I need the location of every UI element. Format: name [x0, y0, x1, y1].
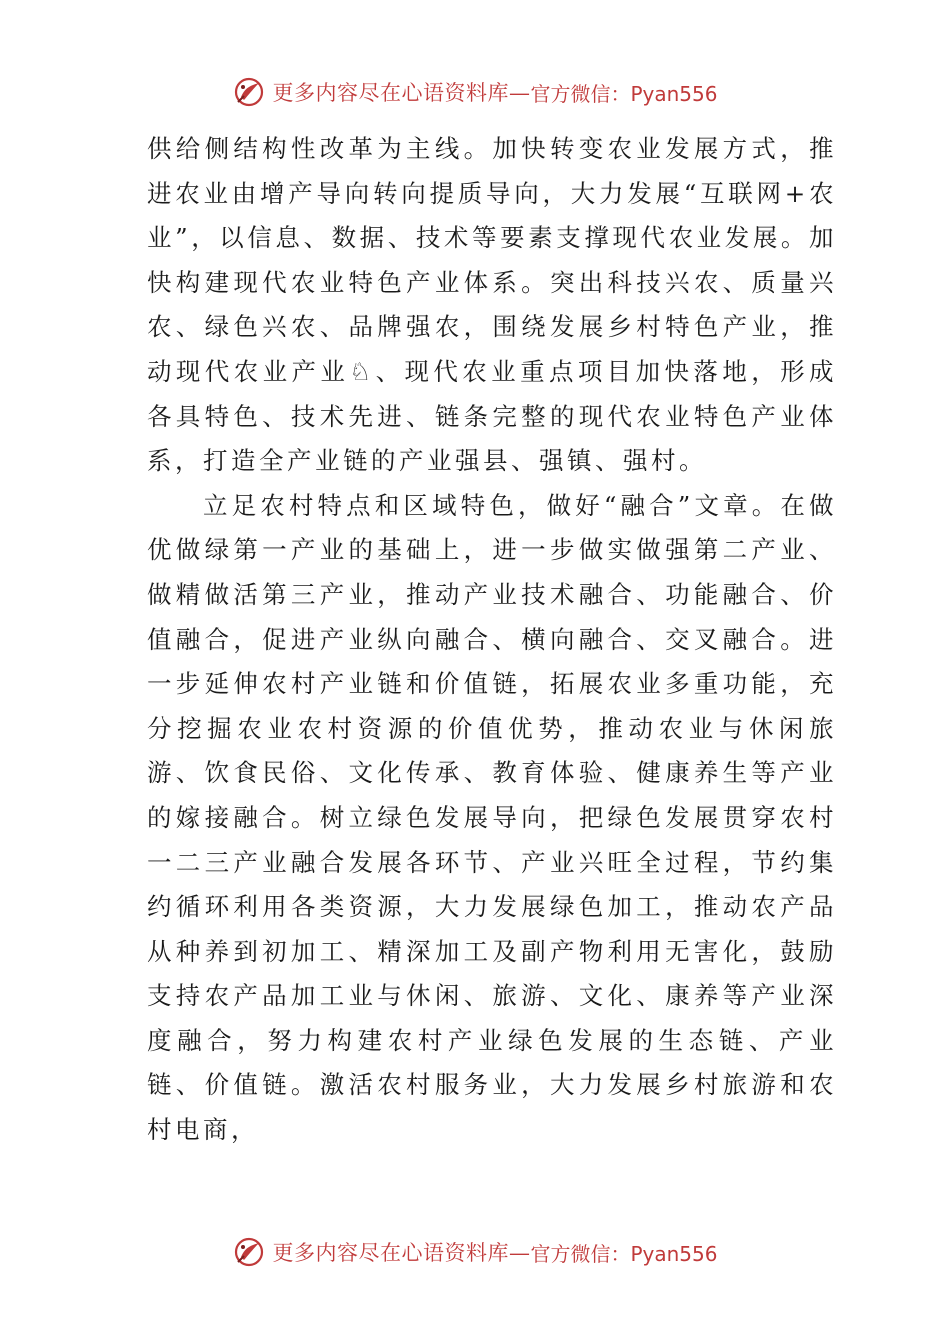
header-watermark	[0, 72, 950, 112]
paragraph-1: 供给侧结构性改革为主线。加快转变农业发展方式，推进农业由增产导向转向提质导向，大力发展“互联网+农业”，以信息、数据、技术等要素支撑现代农业发展。加快构建现代农业特色产业体系。突出科技兴农、质量兴农、绿色兴农、品牌强农，围绕发展乡村特色产业，推动现代农业产业♘、现代农业重点项目加快落地，形成各具特色、技术先进、链条完整的现代农业特色产业体系，打造全产业链的产业强县、强镇、强村。	[147, 134, 837, 476]
document-body	[147, 127, 837, 1153]
watermark-wechat-text: 官方微信：Pyan556	[530, 81, 718, 106]
paragraph-2: 立足农村特点和区域特色，做好“融合”文章。在做优做绿第一产业的基础上，进一步做实做强第二产业、做精做活第三产业，推动产业技术融合、功能融合、价值融合，促进产业纵向融合、横向融合、交叉融合。进一步延伸农村产业链和价值链，拓展农业多重功能，充分挖掘农业农村资源的价值优势，推动农业与休闲旅游、饮食民俗、文化传承、教育体验、健康养生等产业的嫁接融合。树立绿色发展导向，把绿色发展贯穿农村一二三产业融合发展各环节、产业兴旺全过程，节约集约循环利用各类资源，大力发展绿色加工，推动农产品从种养到初加工、精深加工及副产物利用无害化，鼓励支持农产品加工业与休闲、旅游、文化、康养等产业深度融合，努力构建农村产业绿色发展的生态链、产业链、价值链。激活农村服务业，大力发展乡村旅游和农村电商，	[147, 490, 837, 1145]
brand-logo-icon	[232, 75, 266, 109]
footer-watermark	[0, 1232, 950, 1272]
brand-logo-icon	[232, 1235, 266, 1269]
watermark-site-text: 更多内容尽在心语资料库—	[272, 1241, 531, 1265]
watermark-site-text: 更多内容尽在心语资料库—	[272, 81, 531, 105]
watermark-wechat-text: 官方微信：Pyan556	[530, 1241, 718, 1266]
